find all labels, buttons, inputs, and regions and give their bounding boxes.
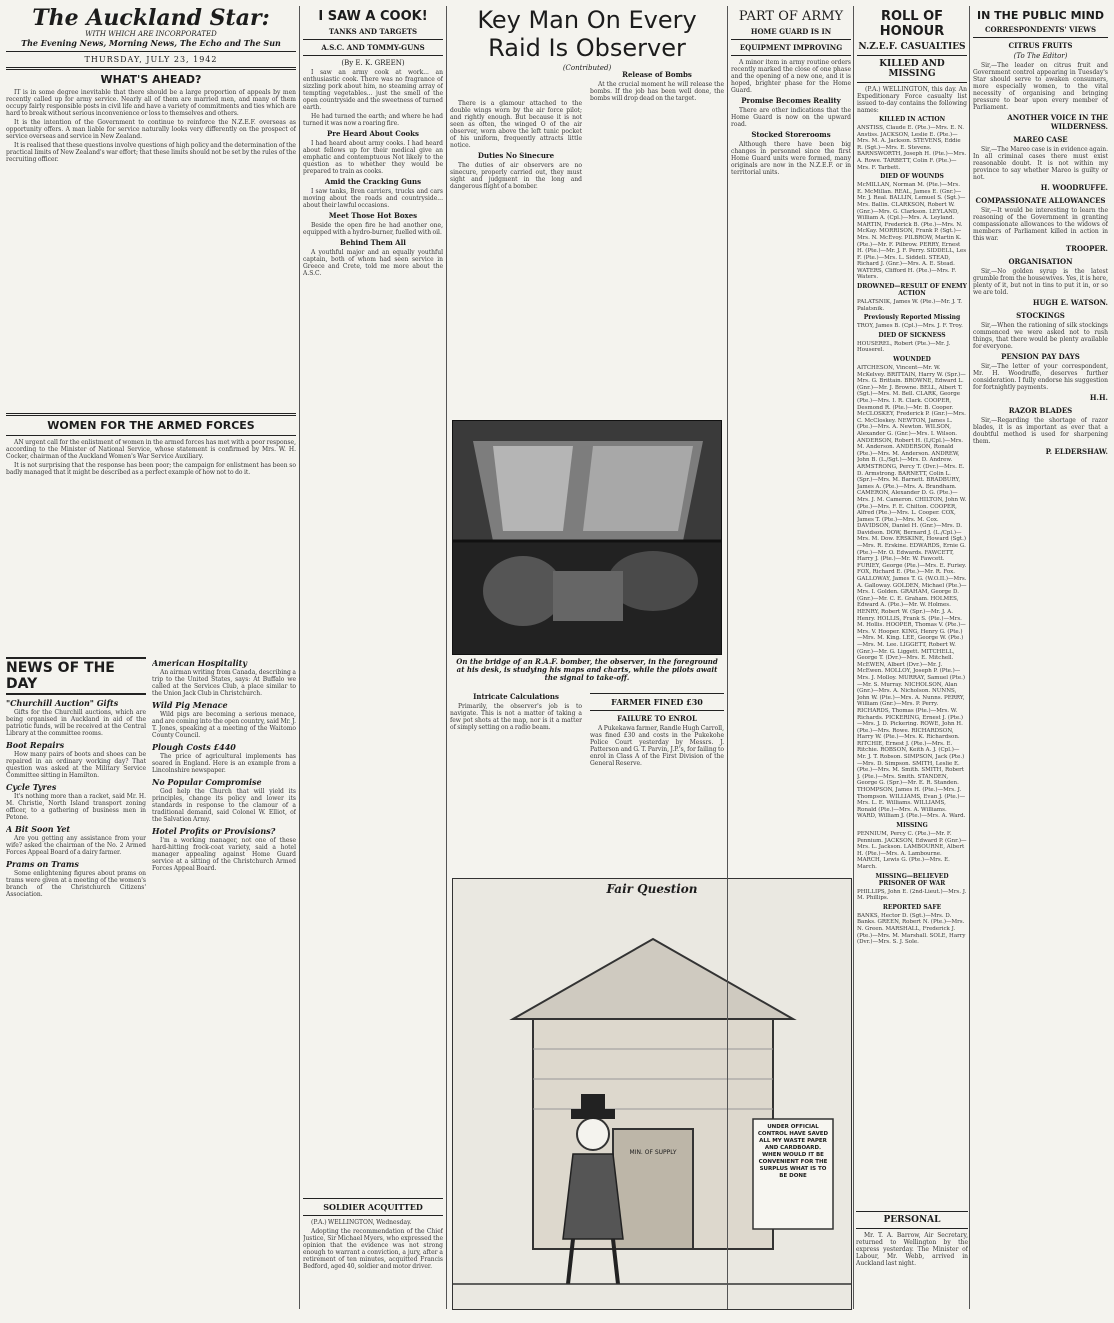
- soldier-section: [303, 1195, 443, 1310]
- cook-paragraph: He had turned the earth; and where he had turned it was now a roaring fire.: [303, 113, 443, 127]
- honour-intro: (P.A.) WELLINGTON, this day. An Expeditionary Force casualty list issued to-day contains the following names:: [857, 86, 967, 114]
- honour-names: PALATSNIK, James W. (Pte.)—Mr. J. T. Palatsnik.: [857, 299, 962, 312]
- personal-section: [856, 1208, 968, 1310]
- honour-names: AITCHESON, Vincent—Mr. W. McKelvey. BRITTAIN, Harry W. (Spr.)—Mrs. G. Brittain. BROWNE, Edward L. (Gnr.)—Mr. J. Browne. BELL, Albert T. (Sgt.)—Mrs. M. Bell. CLARK, George (Pte.)—Mrs. I. R. Clark. COOPER, Desmond R. (Pte.)—Mr. B. Cooper. McCLOSKEY, Frederick P. (Gnr.)—Mrs. C. McCloskey. NEWTON, James L. (Pte.)—Mrs. A. Newton. WILSON, Alexander G. (Gnr.)—Mrs. I. Wilson. ANDERSON, Robert H. (L/Cpl.)—Mrs. M. Anderson. ANDERSON, Ronald (Pte.)—Mrs. M. Anderson. ANDREW, John B. (L./Sgt.)—Mrs. D. Andrew. ARMSTRONG, Percy T. (Dvr.)—Mrs. E. D. Armstrong. BARNETT, Colin L. (Spr.)—Mrs. M. Barnett. BRADBURY, James A. (Pte.)—Mrs. A. Brandham. CAMERON, Alexander D. G. (Pte.)—Mrs. J. M. Cameron. CHILTON, John W. (Pte.)—Mrs. F. E. Chilton. COOPER, Alfred (Pte.)—Mrs. L. Cooper. COX, James T. (Pte.)—Mrs. M. Cox. DAVIDSON, Daniel H. (Gnr.)—Mrs. D. Davidson. DOW, Bernard J. (L./Cpl.)—Mrs. M. Dow. ERSKINE, Howard (Sgt.)—Mrs. R. Erskine. EDWARDS, Ernie G. (Pte.)—Mr. O. Edwards. FAWCETT, Harry J. (Pte.)—Mr. W. Fawcett. FURIEY, George (Pte.)—Mrs. E. Furiey. FOX, Richard E. (Pte.)—Mr. R. Fox. GALLOWAY, James T. G. (W.O.II.)—Mrs. A. Galloway. GOLDEN, Michael (Pte.)—Mrs. I. Golden. GRAHAM, George D. (Gnr.)—Mr. C. E. Graham. HOLMES, Edward A. (Pte.)—Mr. W. Holmes. HENRY, Robert W. (Spr.)—Mr. J. A. Henry. HOLLIS, Frank S. (Pte.)—Mrs. M. Hollis. HOOPER, Thomas V. (Pte.)—Mrs. V. Hooper. KING, Henry G. (Pte.)—Mrs. M. King. LEE, George W. (Pte.)—Mrs. M. Lee. LIGGETT, Robert W. (Gnr.)—Mr. G. Liggett. MITCHELL, George T. (Dvr.)—Mrs. E. Mitchell. McEWEN, Albert (Dvr.)—Mr. J. McEwen. MOLLOY, Joseph P. (Pte.)—Mrs. J. Molloy. MURRAY, Samuel (Pte.)—Mr. S. Murray. NICHOLSON, Alan (Gnr.)—Mrs. A. Nicholson. NUNNS, John W. (Pte.)—Mrs. A. Nunns. PERRY, William (Gnr.)—Mrs. P. Perry. RICHARDS, Thomas (Pte.)—Mrs. W. Richards. PICKERING, Ernest J. (Pte.)—Mrs. J. D. Pickering. ROWE, John H. (Pte.)—Mrs. Rowe. RICHARDSON, Harry W. (Pte.)—Mrs. K. Richardson. RITCHIE, Ernest J. (Pte.)—Mrs. E. Ritchie. ROBSON, Keith A. J. (Cpl.)—Mr. J. T. Robson. SIMPSON, Jack (Pte.)—Mrs. D. Simpson. SMITH, Leslie E. (Pte.)—Mrs. M. Smith. SMITH, Robert J. (Pte.)—Mrs. Smith. STANDEN, George G. (Spr.)—Mr. E. R. Standen. THOMPSON, James H. (Pte.)—Mrs. J. Thompson. WILLIAMS, Evan J. (Pte.)—Mrs. L. E. Williams. WILLIAMS, Ronald (Pte.)—Mrs. A. Williams. WARD, William J. (Pte.)—Mrs. A. Ward.: [857, 365, 967, 820]
- leader-paragraph: It is realised that these questions involve questions of high policy and the determination of the practical limits of New Zealand's war effort; that these limits should not be set by the rules of the recruiting officer.: [6, 142, 296, 163]
- news-item-title: "Churchill Auction" Gifts: [6, 698, 119, 708]
- women-paragraph: AN urgent call for the enlistment of women in the armed forces has met with a poor response, according to the Minister of National Service, whose statement is confirmed by Mrs. W. H. Cocker, chairman of the Auckland Women's War Service Auxiliary.: [6, 439, 296, 460]
- letter-text: Sir,—When the rationing of silk stockings commenced we were asked not to rush things, that there would be plenty available for everyone.: [973, 322, 1108, 350]
- photo-caption: On the bridge of an R.A.F. bomber, the observer, in the foreground at his desk, is studying his maps and charts, while the pilots await the signal to take-off.: [456, 657, 718, 682]
- keyman-subhead: Release of Bombs: [622, 70, 692, 79]
- keyman-col-b: [590, 68, 724, 418]
- letter-subhead: COMPASSIONATE ALLOWANCES: [975, 196, 1106, 205]
- army-paragraph: There are other indications that the Home Guard is now on the upward road.: [731, 107, 851, 128]
- news-item-text: An airman writing from Canada, describing a trip to the United States, says: At Buffalo we called at the Services Club, a place similar to the Union Jack Club in Christchurch.: [152, 669, 296, 697]
- army-subheadline: HOME GUARD IS IN: [750, 27, 832, 36]
- letter-signature: HUGH E. WATSON.: [1032, 298, 1108, 307]
- letter-signature: H.H.: [1089, 393, 1108, 402]
- cartoon-drawing: [453, 899, 852, 1309]
- leader-paragraph: It is the intention of the Government to continue to reinforce the N.Z.E.F. overseas as opportunity offers. A man liable for service naturally looks very differently on the prospect of service overseas and service in New Zealand.: [6, 119, 296, 140]
- letter-text: Sir,—The letter of your correspondent, Mr. H. Woodruffe, deserves further consideration. I fully endorse his suggestion for fortnightly payments.: [973, 363, 1108, 391]
- news-item-title: Plough Costs £440: [152, 742, 236, 752]
- cartoon: [452, 878, 852, 1310]
- farmer-text: A Pukekawa farmer, Randle Hugh Carroll, was fined £30 and costs in the Pukekohe Police Court yesterday by Messrs. J. Patterson and G. T. Parvin, J.P.'s, for failing to enrol in Class A of the First Division of the General Reserve.: [590, 725, 724, 767]
- to-editor: (To The Editor): [1013, 52, 1068, 60]
- news-of-day-column: [6, 655, 146, 1310]
- news-item-title: A Bit Soon Yet: [6, 824, 71, 834]
- keyman-col-a: [450, 100, 582, 418]
- farmer-section: [590, 690, 724, 875]
- news-item-text: Some enlightening figures about prams on trams were given at a meeting of the women's branch of the Christchurch Citizens' Association.: [6, 870, 146, 898]
- cook-subhead: Meet Those Hot Boxes: [328, 211, 418, 220]
- masthead-papers: The Evening News, Morning News, The Echo and The Sun: [21, 38, 281, 48]
- column-divider: [727, 6, 728, 1309]
- masthead-subtitle: WITH WHICH ARE INCORPORATED: [85, 30, 217, 38]
- farmer-subheadline: FAILURE TO ENROL: [617, 714, 697, 723]
- news-item-title: No Popular Compromise: [152, 777, 262, 787]
- cook-headline: I SAW A COOK!: [318, 9, 428, 24]
- letter-text: Sir,—The Mareo case is in evidence again. In all criminal cases there must exist reasonable doubt. It is not within my province to say whether Mareo is guilty or not.: [973, 146, 1108, 181]
- army-paragraph: Although there have been big changes in personnel since the first Home Guard units were formed, many originals are now in the N.Z.E.F. or in territorial units.: [731, 141, 851, 176]
- cook-paragraph: A youthful major and an equally youthful captain, both of whom had seen service in Greece and Crete, told me more about the A.S.C.: [303, 249, 443, 277]
- army-paragraph: A minor item in army routine orders recently marked the close of one phase and the opening of a new one, and it is hoped, brighter phase for the Home Guard.: [731, 59, 851, 94]
- keyman-paragraph: There is a glamour attached to the double wings worn by the air force pilot; and rightly enough. But because it is not seen as often, the winged O of the air observer, worn above the left tunic pocket of his uniform, frequently attracts little notice.: [450, 100, 582, 149]
- honour-subheadline-2: KILLED AND MISSING: [879, 59, 945, 79]
- news-item-title: Boot Repairs: [6, 740, 65, 750]
- news-of-day-headline: NEWS OF THE DAY: [6, 657, 146, 695]
- honour-section-head: Previously Reported Missing: [863, 314, 961, 322]
- honour-names: HOUSEREL, Robert (Pte.)—Mr. J. Houserel.: [857, 340, 951, 354]
- cook-paragraph: I saw tanks, Bren carriers, trucks and cars moving about the roads and countryside... about their lawful occasions.: [303, 188, 443, 209]
- cook-subheadline: TANKS AND TARGETS: [328, 27, 418, 36]
- army-subhead: Promise Becomes Reality: [741, 96, 841, 105]
- letter-text: Sir,—The leader on citrus fruit and Government control appearing in Tuesday's Star should serve to awaken consumers, more especially women, to the vital necessity of organising and bringing pressure to bear upon every member of Parliament.: [973, 62, 1108, 111]
- army-headline: PART OF ARMY: [738, 9, 844, 24]
- women-headline: WOMEN FOR THE ARMED FORCES: [47, 419, 255, 432]
- column-divider: [299, 6, 300, 1309]
- honour-names: BANKS, Hector D. (Sgt.)—Mrs. D. Banks. GREEN, Robert N. (Pte.)—Mrs. N. Green. MARSHALL, Frederick J. (Pte.)—Mrs. M. Marshall. SOLE, Harry (Dvr.)—Mrs. S. J. Sole.: [857, 912, 966, 946]
- soldier-text: Adopting the recommendation of the Chief Justice, Sir Michael Myers, who expressed the opinion that the evidence was not strong enough to warrant a conviction, a jury, after a retirement of ten minutes, acquitted Francis Bedford, aged 40, soldier and motor driver.: [303, 1228, 443, 1270]
- column-honour: [857, 6, 967, 1206]
- honour-section-head: DROWNED—RESULT OF ENEMY ACTION: [857, 283, 967, 298]
- masthead-title: The Auckland Star:: [32, 6, 270, 31]
- keyman-headline: Key Man On Every Raid Is Observer: [477, 6, 697, 62]
- letter-subhead: PENSION PAY DAYS: [1001, 352, 1080, 361]
- cook-subheadline-2: A.S.C. AND TOMMY-GUNS: [321, 43, 425, 52]
- letter-subhead: CITRUS FRUITS: [1008, 41, 1073, 50]
- cook-subhead: Pre Heard About Cooks: [327, 129, 419, 138]
- keyman-paragraph: At the crucial moment he will release the bombs. If the job has been well done, the bombs will drop dead on the target.: [590, 81, 724, 102]
- cartoon-sign-text: UNDER OFFICIAL CONTROL HAVE SAVED ALL MY WASTE PAPER AND CARDBOARD. WHEN WOULD IT BE CONVENIENT FOR THE SURPLUS WHAT IS TO BE DONE: [757, 1124, 829, 1179]
- keyman-subhead: Intricate Calculations: [473, 692, 559, 701]
- honour-headline: ROLL OF HONOUR: [879, 9, 945, 39]
- news-item-title: Cycle Tyres: [6, 782, 57, 792]
- honour-section-head: MISSING—BELIEVED PRISONER OF WAR: [875, 872, 949, 887]
- soldier-headline: SOLDIER ACQUITTED: [323, 1202, 423, 1212]
- soldier-dateline: (P.A.) WELLINGTON, Wednesday.: [311, 1219, 412, 1226]
- cartoon-title: Fair Question: [606, 882, 698, 896]
- honour-names: PHILLIPS, John E. (2nd-Lieut.)—Mrs. J. M. Phillips.: [857, 888, 967, 902]
- public-mind-headline: IN THE PUBLIC MIND: [977, 9, 1104, 22]
- women-section: [6, 410, 296, 650]
- news-item-text: The price of agricultural implements has soared in England. Here is an example from a Lincolnshire newspaper.: [152, 753, 296, 774]
- letter-signature: TROOPER.: [1065, 244, 1108, 253]
- honour-section-head: MISSING: [896, 822, 928, 829]
- cook-paragraph: I had heard about army cooks. I had heard about fellows up for their medical give an emphatic and contemptuous Not likely to the question as to whether they would be prepared to train as cooks.: [303, 140, 443, 175]
- letter-signature: ANOTHER VOICE IN THE WILDERNESS.: [1007, 113, 1108, 131]
- honour-names: TROY, James B. (Cpl.)—Mrs. J. F. Troy.: [857, 323, 963, 330]
- keyman-col-c: [450, 690, 582, 875]
- letter-subhead: ORGANISATION: [1008, 257, 1073, 266]
- news-item-title: Wild Pig Menace: [152, 700, 228, 710]
- masthead-date: THURSDAY, JULY 23, 1942: [84, 55, 218, 64]
- keyman-contrib: (Contributed): [562, 64, 612, 72]
- news-item-text: How many pairs of boots and shoes can be repaired in an ordinary working day? That question was asked at the Military Service Committee sitting in Hamilton.: [6, 751, 146, 779]
- news-item-text: I'm a working manager, not one of these hard-hitting frock-coat variety, said a hotel manager appealing against Home Guard service at a sitting of the Christchurch Armed Forces Appeal Board.: [152, 837, 296, 872]
- letter-subhead: STOCKINGS: [1016, 311, 1065, 320]
- honour-section-head: DIED OF SICKNESS: [878, 331, 946, 339]
- cook-paragraph: Beside the open fire he had another one, equipped with a hydro-burner, fuelled with oil.: [303, 222, 443, 236]
- letter-text: Sir,—No golden syrup is the latest grumble from the housewives. Yes, it is here, plenty of it, but not in tins to put it in, or so we are told.: [973, 268, 1108, 296]
- honour-subheadline: N.Z.E.F. CASUALTIES: [858, 42, 966, 52]
- news-item-text: Gifts for the Churchill auctions, which are being organised in Auckland in aid of the patriotic funds, will be received at the Central Library at the committee rooms.: [6, 709, 146, 737]
- column-divider: [853, 6, 854, 1309]
- honour-section-head: DIED OF WOUNDS: [880, 173, 944, 181]
- column-divider: [446, 6, 447, 1309]
- news-item-text: God help the Church that will yield its principles, change its policy and lower its standards in response to the clamour of a traditional demand, said Colonel W. Elliot, of the Salvation Army.: [152, 788, 296, 823]
- column-public-mind: [973, 6, 1108, 1316]
- keyman-paragraph: The duties of air observers are no sinecure, properly carried out, they must sight and judgment in the long and dangerous flight of a bomber.: [450, 162, 582, 190]
- farmer-headline: FARMER FINED £30: [611, 697, 703, 707]
- cook-subhead: Behind Them All: [340, 238, 406, 247]
- leader-paragraph: IT is in some degree inevitable that there should be a large proportion of appeals by men recently called up for army service. Nearly all of them are married men, and many of them occupy fairly responsible posts in civil life and have a variety of commitments and ties which are hard to break without serious inconvenience or loss to themselves and others.: [6, 89, 296, 117]
- cook-byline: (By E. K. GREEN): [341, 59, 405, 67]
- honour-section-head: WOUNDED: [893, 356, 931, 364]
- column-cook: [303, 6, 443, 1316]
- letter-text: Sir,—It would be interesting to learn the reasoning of the Government in granting compassionate allowances to the widows of members of Parliament killed in action in this war.: [973, 207, 1108, 242]
- keyman-subhead: Duties No Sinecure: [477, 151, 555, 160]
- personal-text: Mr. T. A. Barrow, Air Secretary, returned to Wellington by the express yesterday. The Minister of Labour, Mr. Webb, arrived in Auckland last night.: [856, 1232, 968, 1267]
- cartoon-box-label: MIN. OF SUPPLY: [629, 1149, 677, 1156]
- news-of-day-column-2: [152, 655, 296, 1310]
- leader-body: [6, 89, 296, 163]
- news-item-text: It's nothing more than a racket, said Mr. H. M. Christie, North Island transport zoning officer, to a gathering of business men in Petone.: [6, 793, 146, 821]
- letter-text: Sir,—Regarding the shortage of razor blades, it is as important as ever that a doubtful method is used for sharpening them.: [973, 417, 1108, 445]
- column-army: [731, 6, 851, 876]
- honour-section-head: KILLED IN ACTION: [878, 116, 946, 123]
- leader-headline: WHAT'S AHEAD?: [100, 73, 202, 86]
- letter-subhead: MAREO CASE: [1013, 135, 1068, 144]
- women-paragraph: It is not surprising that the response has been poor; the campaign for enlistment has been so badly managed that it might be described as a perfect example of how not to do it.: [6, 462, 296, 476]
- news-item-text: Are you getting any assistance from your wife? asked the chairman of the No. 2 Armed Forces Appeal Board of a dairy farmer.: [6, 835, 146, 856]
- army-subhead: Stocked Storerooms: [751, 130, 831, 139]
- letter-signature: P. ELDERSHAW.: [1045, 447, 1108, 456]
- keyman-paragraph: Primarily, the observer's job is to navigate. This is not a matter of taking a few pot shots at the map, nor is it a matter of simply setting on a radio beam.: [450, 703, 582, 731]
- news-item-title: Prams on Trams: [6, 859, 79, 869]
- public-mind-subheadline: CORRESPONDENTS' VIEWS: [984, 25, 1097, 34]
- cook-paragraph: I saw an army cook at work... an enthusiastic cook. There was no fragrance of sizzling pork about him, no steaming array of tempting vegetables... just the smell of the open countryside and the sweetness of turned earth.: [303, 69, 443, 111]
- news-item-title: Hotel Profits or Provisions?: [152, 826, 276, 836]
- letter-signature: H. WOODRUFFE.: [1040, 183, 1108, 192]
- honour-names: PENNIUM, Percy C. (Pte.)—Mr. F. Pennium. JACKSON, Edward P. (Gnr.)—Mrs. L. Jackson. LAMBOURNE, Albert H. (Pte.)—Mrs. A. Lambourne. MARCH, Lewis G. (Pte.)—Mrs. E. March.: [857, 831, 967, 870]
- news-item-text: Wild pigs are becoming a serious menace, and are coming into the open country, said Mr. J. T. Jones, speaking at a meeting of the Waitomo County Council.: [152, 711, 296, 739]
- personal-headline: PERSONAL: [883, 1215, 941, 1225]
- news-item-title: American Hospitality: [152, 658, 248, 668]
- army-subheadline-2: EQUIPMENT IMPROVING: [739, 43, 843, 52]
- bomber-cockpit-image: [453, 421, 722, 655]
- honour-names: McMILLAN, Norman M. (Pte.)—Mrs. E. McMillan. REAL, James E. (Gnr.)—Mr. J. Real. BALLIN, Lemuel S. (Sgt.)—Mrs. Ballin. CLARKSON, Robert W. (Gnr.)—Mrs. G. Clarkson. LEYLAND, William A. (Cpl.)—Mrs. A. Leyland. MARTIN, Frederick B. (Pte.)—Mrs. N. McKay. MORRISON, Frank P. (Sgt.)—Mrs. N. McEvoy. PILBROW, Martin K. (Pte.)—Mr. F. Pilbrow. PERRY, Ernest H. (Pte.)—Mr. J. F. Perry. SIDDELL, Les F. (Pte.)—Mrs. L. Siddell. STEAD, Richard J. (Gnr.)—Mrs. A. E. Stead. WATERS, Clifford H. (Pte.)—Mrs. F. Waters.: [857, 182, 967, 281]
- bomber-photo: [452, 420, 722, 655]
- honour-section-head: REPORTED SAFE: [882, 903, 942, 911]
- column-divider: [969, 6, 970, 1309]
- honour-names: ANSTISS, Claude E. (Pte.)—Mrs. E. N. Anstiss. JACKSON, Leslie E. (Pte.)—Mrs. M. A. Jackson. STEVENS, Eddie R. (Sgt.)—Mrs. E. Stevens. BARNSWORTH, Joseph H. (Pte.)—Mrs. A. Rowe. TARBETT, Colin F. (Pte.)—Mrs. F. Tarbett.: [857, 125, 967, 171]
- letter-subhead: RAZOR BLADES: [1008, 406, 1073, 415]
- cook-subhead: Amid the Cracking Guns: [324, 177, 422, 186]
